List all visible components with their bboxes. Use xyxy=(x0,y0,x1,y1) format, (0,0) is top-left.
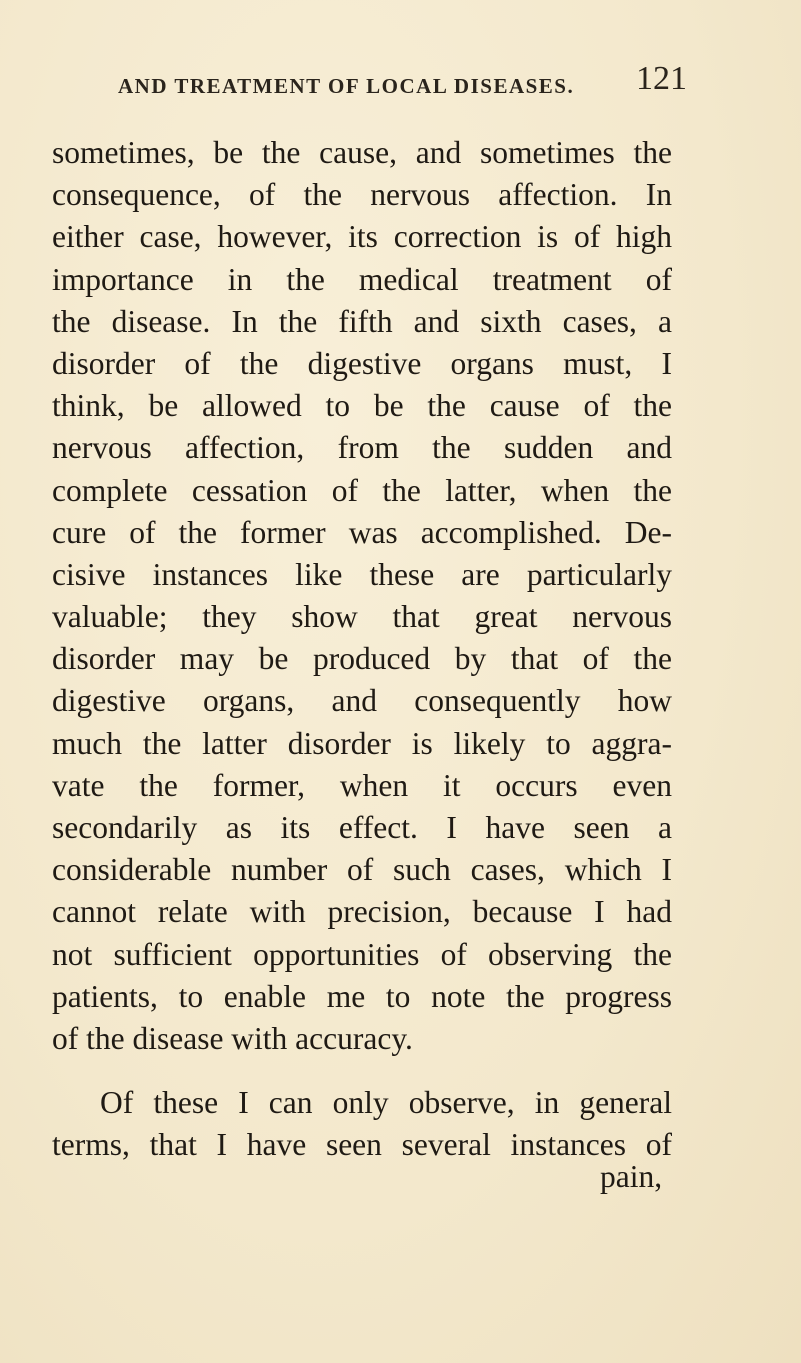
text-line: Of these I can only observe, in general xyxy=(100,1085,672,1121)
text-line: of the disease with accuracy. xyxy=(52,1020,413,1056)
text-line: cannot relate with precision, because I had xyxy=(52,894,672,930)
text-line: cisive instances like these are particularly xyxy=(52,556,672,592)
text-line: complete cessation of the latter, when the xyxy=(52,472,672,508)
text-line: secondarily as its effect. I have seen a xyxy=(52,810,672,845)
paragraph-1 xyxy=(52,132,672,1060)
text-line: think, be allowed to be the cause of the xyxy=(52,388,672,424)
text-line: disorder may be produced by that of the xyxy=(52,641,672,677)
text-line: sometimes, be the cause, and sometimes the xyxy=(52,135,672,170)
text-line: much the latter disorder is likely to aggra- xyxy=(52,725,672,761)
page-number: 121 xyxy=(636,60,687,97)
catchword: pain, xyxy=(600,1159,663,1194)
text-line: either case, however, its correction is of high xyxy=(52,219,672,255)
text-line: considerable number of such cases, which I xyxy=(52,852,672,888)
text-line: the disease. In the fifth and sixth cases, a xyxy=(52,303,672,339)
text-line: digestive organs, and consequently how xyxy=(52,683,672,719)
paragraph-2 xyxy=(52,1082,672,1166)
text-line: vate the former, when it occurs even xyxy=(52,767,672,803)
paragraph-gap xyxy=(52,1060,672,1082)
running-head: AND TREATMENT OF LOCAL DISEASES. xyxy=(118,74,575,98)
text-line: nervous affection, from the sudden and xyxy=(52,430,672,466)
text-line: cure of the former was accomplished. De- xyxy=(52,514,672,550)
text-line: patients, to enable me to note the progress xyxy=(52,978,672,1014)
text-line: valuable; they show that great nervous xyxy=(52,599,672,635)
text-line: importance in the medical treatment of xyxy=(52,261,672,297)
text-line: disorder of the digestive organs must, I xyxy=(52,345,672,381)
text-line: terms, that I have seen several instances of xyxy=(52,1127,672,1163)
text-line: consequence, of the nervous affection. In xyxy=(52,177,672,213)
body-text xyxy=(52,132,672,1167)
text-line: not sufficient opportunities of observing the xyxy=(52,936,672,972)
